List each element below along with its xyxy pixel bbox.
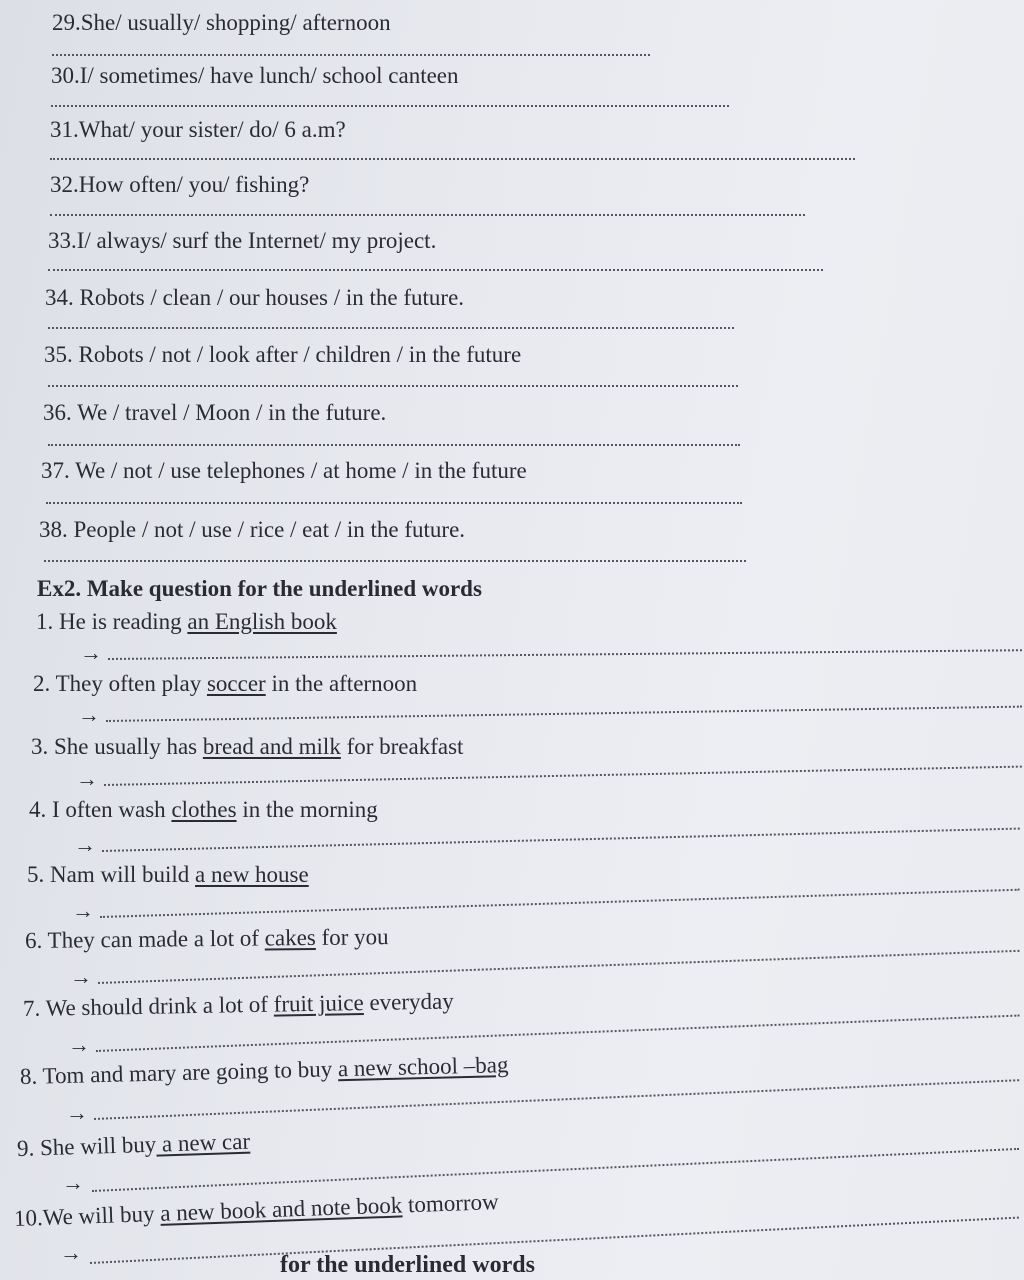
ex1-item-32: 32.How often/ you/ fishing? (50, 172, 310, 197)
ex1-item-35: 35. Robots / not / look after / children / in the future (44, 342, 522, 367)
arrow-icon: → (62, 1170, 84, 1195)
underlined-words: a new school –bag (337, 1052, 509, 1082)
ex2-item-10: 10.We will buy a new book and note book tomorrow (13, 1189, 500, 1231)
answer-line[interactable] (48, 385, 738, 387)
ex2-heading: Ex2. Make question for the underlined words (37, 576, 482, 601)
underlined-words: cakes (264, 924, 316, 951)
ex2-item-3: 3. She usually has bread and milk for breakfast (31, 734, 464, 759)
ex2-item-9: 9. She will buy a new car (16, 1128, 251, 1161)
next-exercise-heading: for the underlined words (280, 1252, 535, 1278)
answer-line[interactable] (48, 327, 734, 329)
ex1-item-36: 36. We / travel / Moon / in the future. (43, 400, 387, 425)
ex1-item-29: 29.She/ usually/ shopping/ afternoon (52, 10, 391, 35)
answer-line[interactable] (108, 649, 1022, 660)
ex1-item-34: 34. Robots / clean / our houses / in the future. (45, 285, 465, 310)
ex2-item-7: 7. We should drink a lot of fruit juice everyday (22, 988, 454, 1021)
answer-line[interactable] (94, 1079, 1019, 1120)
underlined-words: a new house (195, 862, 309, 887)
ex1-item-37: 37. We / not / use telephones / at home / in the future (41, 458, 527, 483)
arrow-icon: → (66, 1100, 88, 1125)
arrow-icon: → (70, 964, 92, 989)
ex2-item-4: 4. I often wash clothes in the morning (29, 797, 378, 822)
arrow-icon: → (74, 832, 96, 857)
ex1-item-31: 31.What/ your sister/ do/ 6 a.m? (50, 117, 346, 142)
answer-line[interactable] (52, 54, 650, 56)
answer-line[interactable] (104, 766, 1022, 786)
answer-line[interactable] (46, 502, 742, 504)
ex1-item-38: 38. People / not / use / rice / eat / in the future. (39, 517, 466, 542)
underlined-words: fruit juice (273, 990, 364, 1017)
answer-line[interactable] (48, 444, 740, 446)
underlined-words: bread and milk (202, 734, 341, 759)
ex2-item-6: 6. They can made a lot of cakes for you (24, 924, 389, 953)
arrow-icon: → (68, 1032, 90, 1057)
answer-line[interactable] (102, 828, 1020, 852)
ex1-item-30: 30.I/ sometimes/ have lunch/ school canteen (51, 63, 459, 88)
ex2-item-5: 5. Nam will build a new house (27, 862, 309, 887)
underlined-words: soccer (206, 671, 266, 696)
underlined-words: clothes (171, 797, 237, 822)
answer-line[interactable] (44, 560, 746, 562)
answer-line[interactable] (100, 889, 1020, 918)
underlined-words: an English book (187, 609, 337, 634)
answer-line[interactable] (96, 1015, 1019, 1052)
arrow-icon: → (76, 766, 98, 791)
arrow-icon: → (78, 702, 100, 727)
answer-line[interactable] (50, 158, 855, 160)
arrow-icon: → (80, 640, 102, 665)
answer-line[interactable] (51, 105, 729, 107)
ex2-item-1: 1. He is reading an English book (36, 609, 337, 634)
answer-line[interactable] (98, 950, 1020, 984)
answer-line[interactable] (50, 214, 805, 216)
arrow-icon: → (72, 898, 94, 923)
ex2-item-2: 2. They often play soccer in the afternoon (33, 671, 418, 696)
answer-line[interactable] (48, 269, 823, 271)
underlined-words: a new book and note book (159, 1192, 403, 1226)
arrow-icon: → (60, 1240, 82, 1265)
ex1-item-33: 33.I/ always/ surf the Internet/ my project. (48, 228, 437, 253)
ex2-item-8: 8. Tom and mary are going to buy a new school –bag (19, 1052, 509, 1089)
answer-line[interactable] (106, 706, 1022, 722)
underlined-words: a new car (155, 1128, 251, 1157)
